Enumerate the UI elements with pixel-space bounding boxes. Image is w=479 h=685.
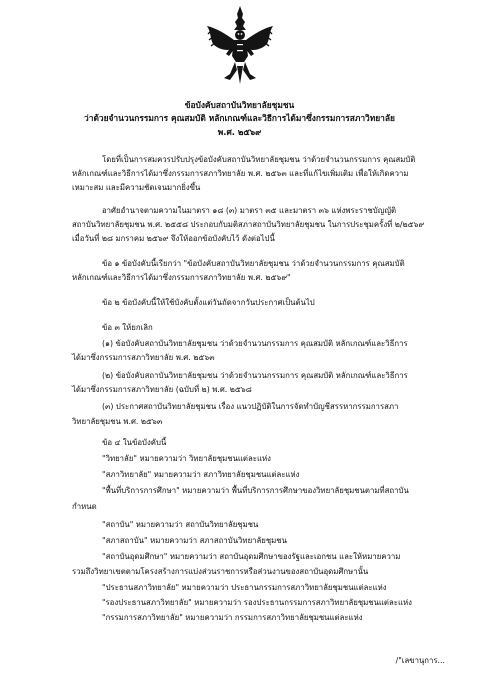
body-line: วิทยาลัยชุมชน พ.ศ. ๒๕๖๓ — [72, 417, 163, 426]
body-line: "สถาบัน" หมายความว่า สถาบันวิทยาลัยชุมชน — [102, 520, 259, 529]
body-line: โดยที่เป็นการสมควรปรับปรุงข้อบังคับสถาบันวิทยาลัยชุมชน ว่าด้วยจำนวนกรรมการ คุณสมบัติ — [102, 155, 416, 164]
body-line: ข้อ ๓ ให้ยกเลิก — [102, 323, 153, 332]
body-line: ได้มาซึ่งกรรมการสภาวิทยาลัย (ฉบับที่ ๒) พ.ศ. ๒๕๖๘ — [72, 385, 252, 394]
body-line: "รองประธานสภาวิทยาลัย" หมายความว่า รองประธานกรรมการสภาวิทยาลัยชุมชนแต่ละแห่ง — [102, 598, 412, 607]
body-line: ข้อ ๑ ข้อบังคับนี้เรียกว่า "ข้อบังคับสถาบันวิทยาลัยชุมชน ว่าด้วยจำนวนกรรมการ คุณสมบัติ — [102, 259, 405, 268]
body-line: (๒) ข้อบังคับสถาบันวิทยาลัยชุมชน ว่าด้วยจำนวนกรรมการ คุณสมบัติ หลักเกณฑ์และวิธีการ — [102, 371, 408, 380]
body-line: อาศัยอำนาจตามความในมาตรา ๑๘ (๓) มาตรา ๓๕ และมาตรา ๓๖ แห่งพระราชบัญญัติ — [102, 206, 397, 215]
body-line: หลักเกณฑ์และวิธีการได้มาซึ่งกรรมการสภาวิทยาลัย พ.ศ. ๒๕๖๓ และที่แก้ไขเพิ่มเติม เพื่อให้เกิดความ — [72, 169, 409, 178]
body-line: สถาบันวิทยาลัยชุมชน พ.ศ. ๒๕๕๘ ประกอบกับมติสภาสถาบันวิทยาลัยชุมชน ในการประชุมครั้งที่ ๒/๒๕๖๙ — [72, 220, 425, 229]
body-line: ข้อ ๔ ในข้อบังคับนี้ — [102, 438, 167, 447]
document-subtitle: ว่าด้วยจำนวนกรรมการ คุณสมบัติ หลักเกณฑ์และวิธีการได้มาซึ่งกรรมการสภาวิทยาลัย — [84, 113, 395, 123]
body-line: (๑) ข้อบังคับสถาบันวิทยาลัยชุมชน ว่าด้วยจำนวนกรรมการ คุณสมบัติ หลักเกณฑ์และวิธีการ — [102, 339, 408, 348]
body-line: "วิทยาลัย" หมายความว่า วิทยาลัยชุมชนแต่ละแห่ง — [102, 454, 271, 463]
body-line: เมื่อวันที่ ๒๘ มกราคม ๒๕๖๙ จึงให้ออกข้อบังคับไว้ ดังต่อไปนี้ — [72, 234, 275, 243]
body-line: "สภาวิทยาลัย" หมายความว่า สภาวิทยาลัยชุมชนแต่ละแห่ง — [102, 470, 300, 479]
body-line: "พื้นที่บริการการศึกษา" หมายความว่า พื้นที่บริการการศึกษาของวิทยาลัยชุมชนตามที่สถาบัน — [102, 486, 409, 495]
body-line: ข้อ ๒ ข้อบังคับนี้ให้ใช้บังคับตั้งแต่วันถัดจากวันประกาศเป็นต้นไป — [102, 298, 315, 307]
document-title: ข้อบังคับสถาบันวิทยาลัยชุมชน — [184, 100, 295, 110]
body-line: หลักเกณฑ์และวิธีการได้มาซึ่งกรรมการสภาวิทยาลัย พ.ศ. ๒๕๖๙" — [72, 273, 291, 282]
body-line: ได้มาซึ่งกรรมการสภาวิทยาลัย พ.ศ. ๒๕๖๓ — [72, 353, 215, 362]
body-line: "สภาสถาบัน" หมายความว่า สภาสถาบันวิทยาลัยชุมชน — [102, 536, 287, 545]
garuda-emblem-icon — [204, 4, 276, 86]
body-line: "สถาบันอุดมศึกษา" หมายความว่า สถาบันอุดมศึกษาของรัฐและเอกชน และให้หมายความ — [102, 552, 401, 561]
body-line: กำหนด — [72, 502, 97, 511]
body-line: "กรรมการสภาวิทยาลัย" หมายความว่า กรรมการสภาวิทยาลัยชุมชนแต่ละแห่ง — [102, 613, 363, 622]
page-continuation: /"เลขานุการ... — [395, 656, 445, 665]
body-line: "ประธานสภาวิทยาลัย" หมายความว่า ประธานกรรมการสภาวิทยาลัยชุมชนแต่ละแห่ง — [102, 583, 387, 592]
body-line: รวมถึงวิทยาเขตตามโครงสร้างการแบ่งส่วนราชการหรือส่วนงานของสถาบันอุดมศึกษานั้น — [72, 567, 369, 576]
document-year: พ.ศ. ๒๕๖๙ — [217, 127, 262, 137]
body-line: (๓) ประกาศสถาบันวิทยาลัยชุมชน เรื่อง แนวปฏิบัติในการจัดทำบัญชีสรรหากรรมการสภา — [102, 402, 399, 411]
body-line: เหมาะสม และมีความชัดเจนมากยิ่งขึ้น — [72, 183, 201, 192]
